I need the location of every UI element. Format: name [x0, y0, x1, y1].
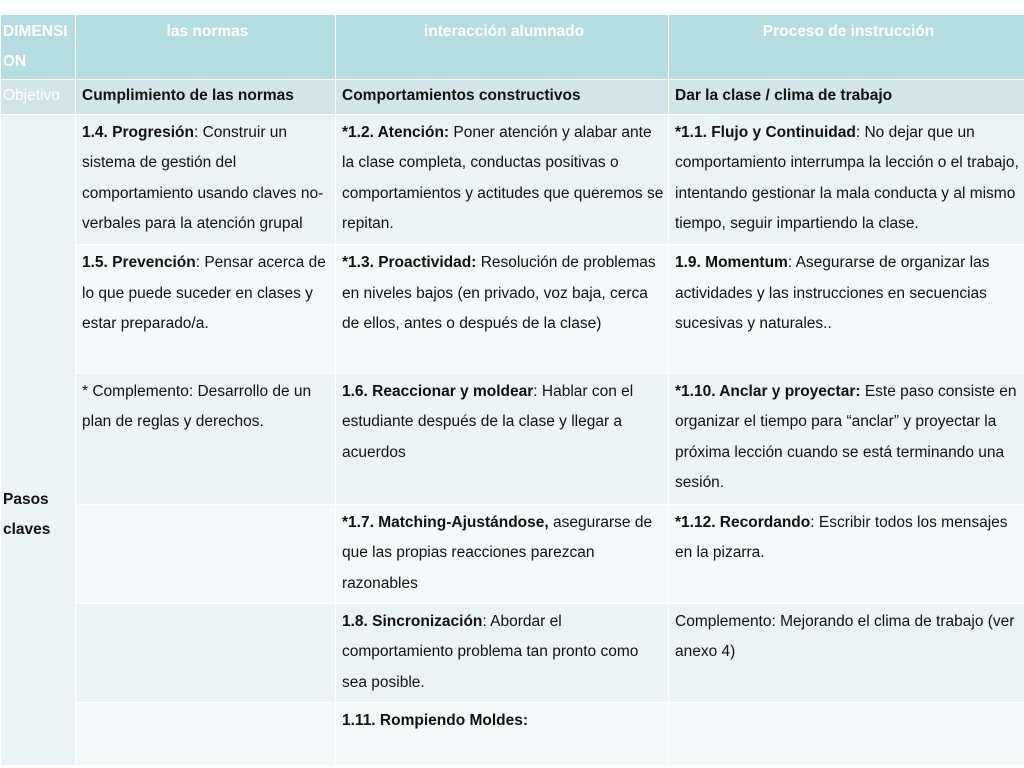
- header-las-normas: las normas: [76, 15, 336, 80]
- table-cell: *1.7. Matching-Ajustándose, asegurarse de que las propias reacciones parezcan razonables: [336, 504, 669, 603]
- table-row: [1, 114, 1024, 245]
- table-cell: 1.11. Rompiendo Moldes:: [336, 702, 669, 765]
- table-cell: [669, 702, 1024, 765]
- header-proceso-instruccion: Proceso de instrucción: [669, 15, 1024, 80]
- header-dimension: DIMENSI ON: [1, 15, 76, 80]
- table-cell: 1.8. Sincronización: Abordar el comportamiento problema tan pronto como sea posible.: [336, 603, 669, 702]
- table-cell: [76, 504, 336, 603]
- table-cell: 1.4. Progresión: Construir un sistema de gestión del comportamiento usando claves no-verbales para la atención grupal: [76, 114, 336, 245]
- table-cell: [76, 603, 336, 702]
- table-cell: 1.6. Reaccionar y moldear: Hablar con el estudiante después de la clase y llegar a acuerdos: [336, 373, 669, 504]
- table-cell: 1.9. Momentum: Asegurarse de organizar las actividades y las instrucciones en secuencias sucesivas y naturales..: [669, 245, 1024, 374]
- header-row: [1, 15, 1024, 80]
- objetivo-label: Objetivo: [1, 80, 76, 114]
- objetivo-cell-1: Cumplimiento de las normas: [76, 80, 336, 114]
- table-cell: 1.5. Prevención: Pensar acerca de lo que puede suceder en clases y estar preparado/a.: [76, 245, 336, 374]
- table-cell: Complemento: Mejorando el clima de trabajo (ver anexo 4): [669, 603, 1024, 702]
- table-cell: [76, 702, 336, 765]
- table-row: [1, 504, 1024, 603]
- table-cell: *1.3. Proactividad: Resolución de problemas en niveles bajos (en privado, voz baja, cerca de ellos, antes o después de la clase): [336, 245, 669, 374]
- behavior-management-table: [0, 14, 1024, 766]
- objetivo-cell-3: Dar la clase / clima de trabajo: [669, 80, 1024, 114]
- objetivo-cell-2: Comportamientos constructivos: [336, 80, 669, 114]
- table-row: [1, 245, 1024, 374]
- table-cell: *1.12. Recordando: Escribir todos los mensajes en la pizarra.: [669, 504, 1024, 603]
- table-row: [1, 373, 1024, 504]
- pasos-claves-label: Pasos claves: [1, 114, 76, 765]
- table-cell: *1.1. Flujo y Continuidad: No dejar que un comportamiento interrumpa la lección o el trabajo, intentando gestionar la mala conducta y al mismo tiempo, seguir impartiendo la clase.: [669, 114, 1024, 245]
- table-row: [1, 603, 1024, 702]
- table-row: [1, 702, 1024, 765]
- table-cell: *1.2. Atención: Poner atención y alabar ante la clase completa, conductas positivas o comportamientos y actitudes que queremos se repitan.: [336, 114, 669, 245]
- header-interaccion-alumnado: interacción alumnado: [336, 15, 669, 80]
- table-cell: *1.10. Anclar y proyectar: Este paso consiste en organizar el tiempo para “anclar” y proyectar la próxima lección cuando se está terminando una sesión.: [669, 373, 1024, 504]
- objetivo-row: [1, 80, 1024, 114]
- table-cell: * Complemento: Desarrollo de un plan de reglas y derechos.: [76, 373, 336, 504]
